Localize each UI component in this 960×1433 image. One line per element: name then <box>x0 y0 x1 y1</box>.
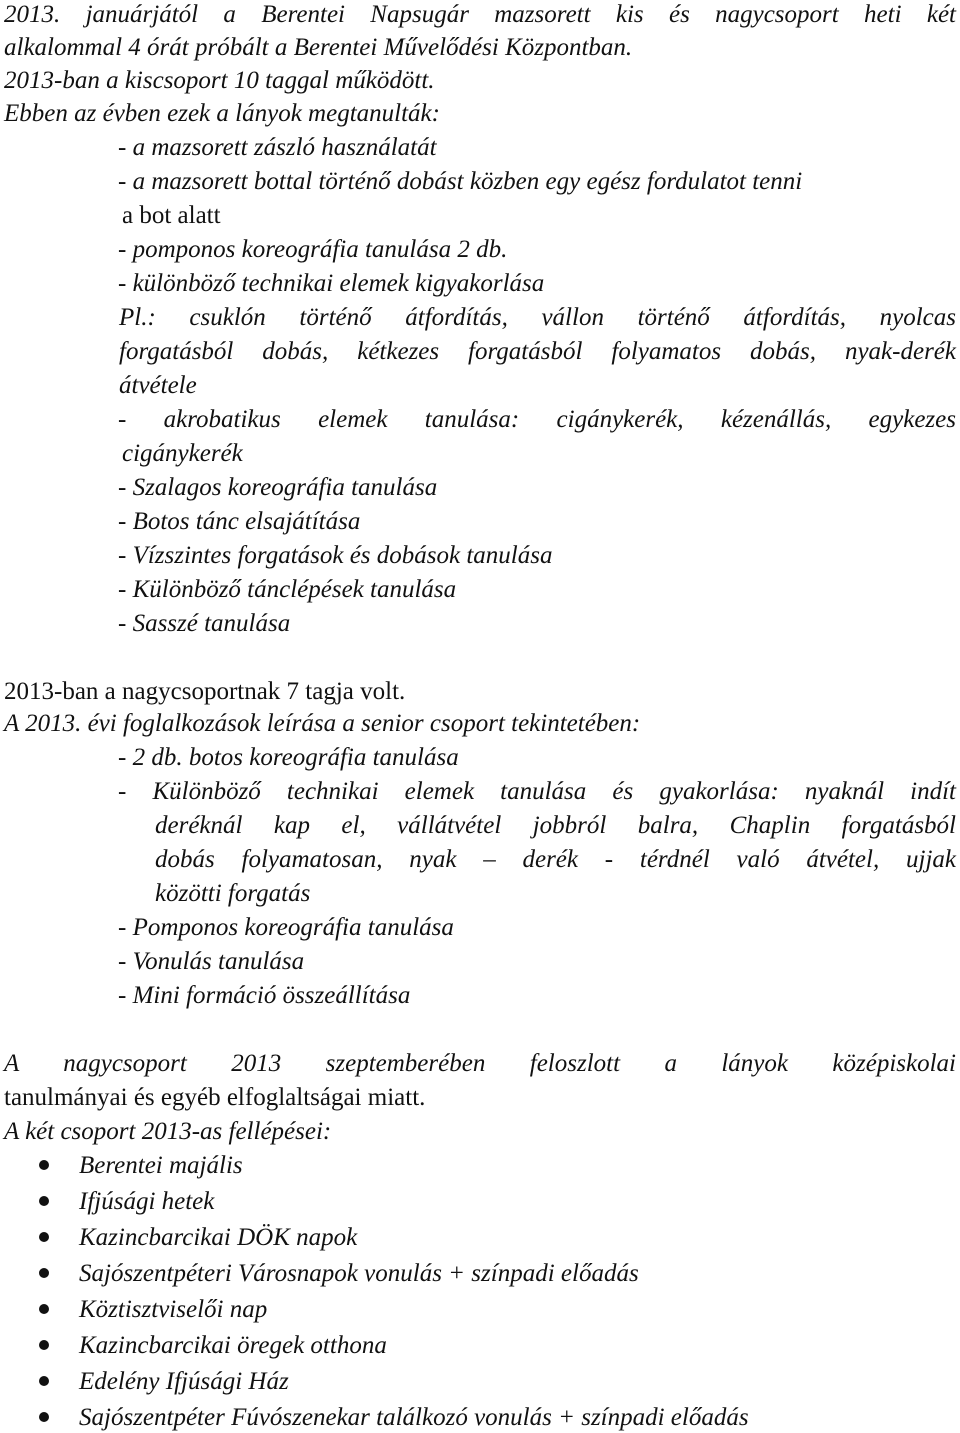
bullet-icon <box>39 1196 49 1206</box>
intro-line-1: 2013. januárjától a Berentei Napsugár mazsorett kis és nagycsoport heti két <box>4 1 956 28</box>
senior-item-technical-line-4: közötti forgatás <box>155 880 311 907</box>
performance-item: Köztisztviselői nap <box>79 1296 268 1323</box>
junior-item-horizontal: - Vízszintes forgatások és dobások tanulása <box>118 542 553 569</box>
intro-line-3: 2013-ban a kiscsoport 10 taggal működött. <box>4 67 435 94</box>
bullet-icon <box>39 1232 49 1242</box>
bullet-icon <box>39 1160 49 1170</box>
bullet-icon <box>39 1304 49 1314</box>
senior-item-technical-line-3: dobás folyamatosan, nyak – derék - térdnél való átvétel, ujjak <box>155 846 956 873</box>
senior-item-technical-line-2: deréknál kap el, vállátvétel jobbról balra, Chaplin forgatásból <box>155 812 956 839</box>
senior-item-technical-line-1: - Különböző technikai elemek tanulása és gyakorlása: nyaknál indít <box>118 778 956 805</box>
senior-item-baton: - 2 db. botos koreográfia tanulása <box>118 744 459 771</box>
senior-member-count: 2013-ban a nagycsoportnak 7 tagja volt. <box>4 678 406 705</box>
bullet-icon <box>39 1268 49 1278</box>
closing-line-1: A nagycsoport 2013 szeptemberében feloszlott a lányok középiskolai <box>4 1050 956 1077</box>
junior-item-chasse: - Sasszé tanulása <box>118 610 291 637</box>
junior-item-baton-dance: - Botos tánc elsajátítása <box>118 508 361 535</box>
junior-item-flag: - a mazsorett zászló használatát <box>118 134 437 161</box>
junior-example-line-3: átvétele <box>119 372 197 399</box>
junior-item-pompom: - pomponos koreográfia tanulása 2 db. <box>118 236 508 263</box>
intro-line-4: Ebben az évben ezek a lányok megtanulták: <box>4 100 440 127</box>
senior-item-pompom: - Pomponos koreográfia tanulása <box>118 914 454 941</box>
performance-item: Edelény Ifjúsági Ház <box>79 1368 289 1395</box>
bullet-icon <box>39 1376 49 1386</box>
junior-item-acrobatic: - akrobatikus elemek tanulása: cigánykerék, kézenállás, egykezes <box>118 406 956 433</box>
bullet-icon <box>39 1412 49 1422</box>
junior-item-baton-turn-cont: a bot alatt <box>122 202 221 229</box>
junior-example-line-2: forgatásból dobás, kétkezes forgatásból folyamatos dobás, nyak-derék <box>119 338 956 365</box>
performance-item: Berentei majális <box>79 1152 243 1179</box>
performance-item: Sajószentpéter Fúvószenekar találkozó vonulás + színpadi előadás <box>79 1404 749 1431</box>
intro-line-2: alkalommal 4 órát próbált a Berentei Művelődési Központban. <box>4 34 633 61</box>
performance-item: Ifjúsági hetek <box>79 1188 215 1215</box>
performance-item: Sajószentpéteri Városnapok vonulás + színpadi előadás <box>79 1260 639 1287</box>
junior-item-baton-turn: - a mazsorett bottal történő dobást közben egy egész fordulatot tenni <box>118 168 803 195</box>
senior-heading: A 2013. évi foglalkozások leírása a senior csoport tekintetében: <box>4 710 641 737</box>
closing-line-2: tanulmányai és egyéb elfoglaltságai miatt. <box>4 1084 426 1111</box>
performance-item: Kazincbarcikai öregek otthona <box>79 1332 387 1359</box>
performances-heading: A két csoport 2013-as fellépései: <box>4 1118 332 1145</box>
senior-item-march: - Vonulás tanulása <box>118 948 305 975</box>
senior-item-mini-formation: - Mini formáció összeállítása <box>118 982 411 1009</box>
junior-item-ribbon: - Szalagos koreográfia tanulása <box>118 474 438 501</box>
junior-item-technical: - különböző technikai elemek kigyakorlása <box>118 270 545 297</box>
performance-item: Kazincbarcikai DÖK napok <box>79 1224 358 1251</box>
junior-item-acrobatic-cont: cigánykerék <box>122 440 243 467</box>
junior-item-dance-steps: - Különböző tánclépések tanulása <box>118 576 457 603</box>
junior-example-line-1: Pl.: csuklón történő átfordítás, vállon történő átfordítás, nyolcas <box>119 304 956 331</box>
bullet-icon <box>39 1340 49 1350</box>
